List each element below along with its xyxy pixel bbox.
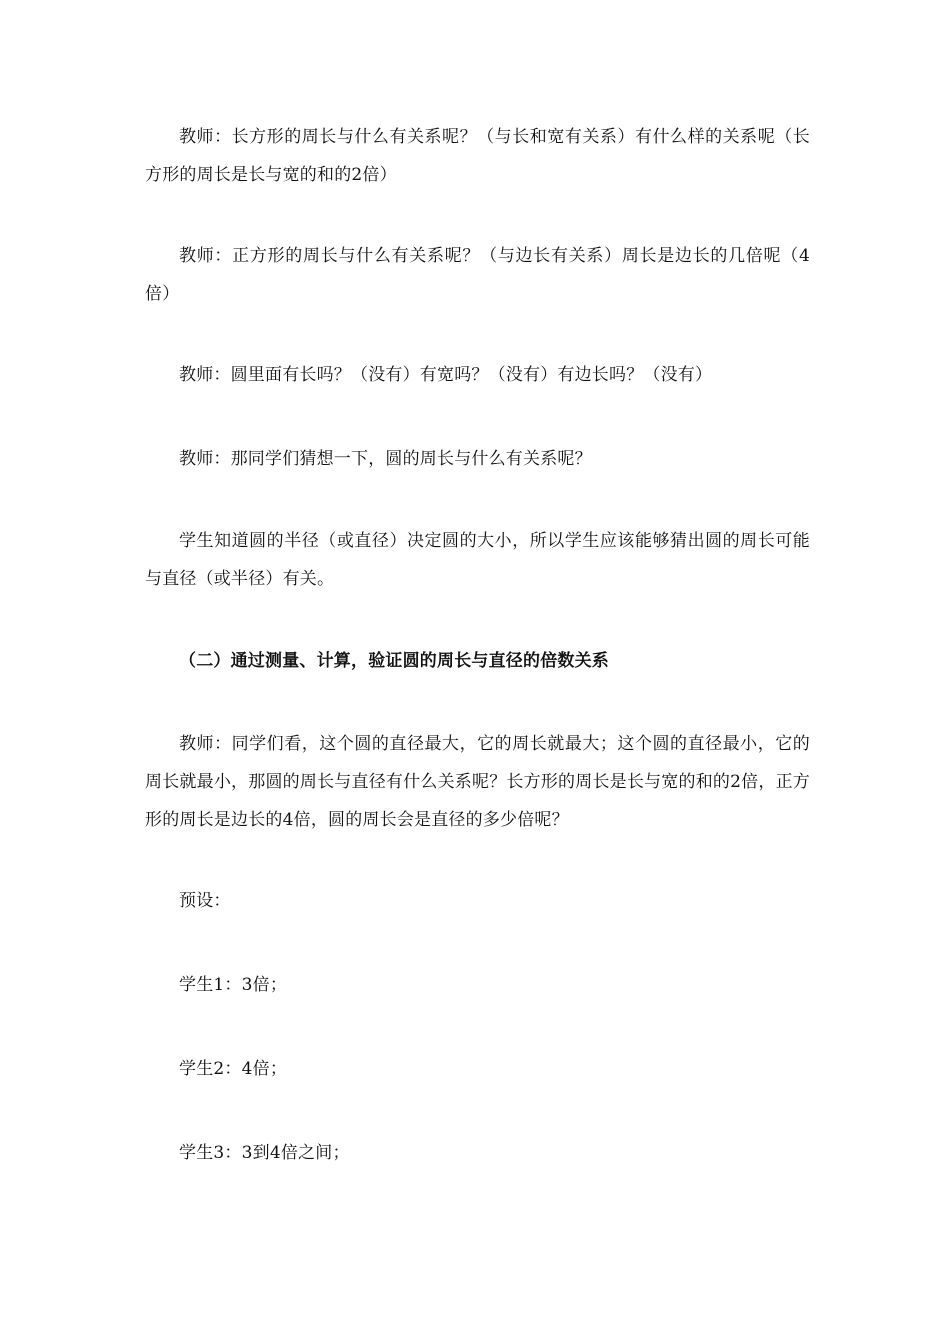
section-heading: （二）通过测量、计算，验证圆的周长与直径的倍数关系 [179, 651, 609, 671]
paragraph-guess-prompt: 教师：那同学们猜想一下，圆的周长与什么有关系呢？ [179, 449, 592, 469]
paragraph-student-1: 学生1：3倍； [179, 975, 288, 995]
paragraph-student-guess: 学生知道圆的半径（或直径）决定圆的大小，所以学生应该能够猜出圆的周长可能与直径（或半径）有关。 [145, 531, 810, 589]
paragraph-circle-question: 教师：圆里面有长吗？（没有）有宽吗？（没有）有边长吗？（没有） [179, 365, 713, 385]
paragraph-student-3: 学生3：3到4倍之间； [179, 1143, 350, 1163]
paragraph-student-2: 学生2：4倍； [179, 1059, 288, 1079]
paragraph-rectangle-perimeter: 教师：长方形的周长与什么有关系呢？（与长和宽有关系）有什么样的关系呢（长方形的周长是长与宽的和的2倍） [145, 127, 810, 185]
paragraph-teacher-comparison: 教师：同学们看，这个圆的直径最大，它的周长就最大；这个圆的直径最小，它的周长就最小，那圆的周长与直径有什么关系呢？长方形的周长是长与宽的和的2倍，正方形的周长是边长的4倍，圆的周长会是直径的多少倍呢？ [145, 734, 810, 830]
paragraph-preset-label: 预设： [179, 891, 231, 911]
paragraph-square-perimeter: 教师：正方形的周长与什么有关系呢？（与边长有关系）周长是边长的几倍呢（4倍） [145, 246, 810, 304]
